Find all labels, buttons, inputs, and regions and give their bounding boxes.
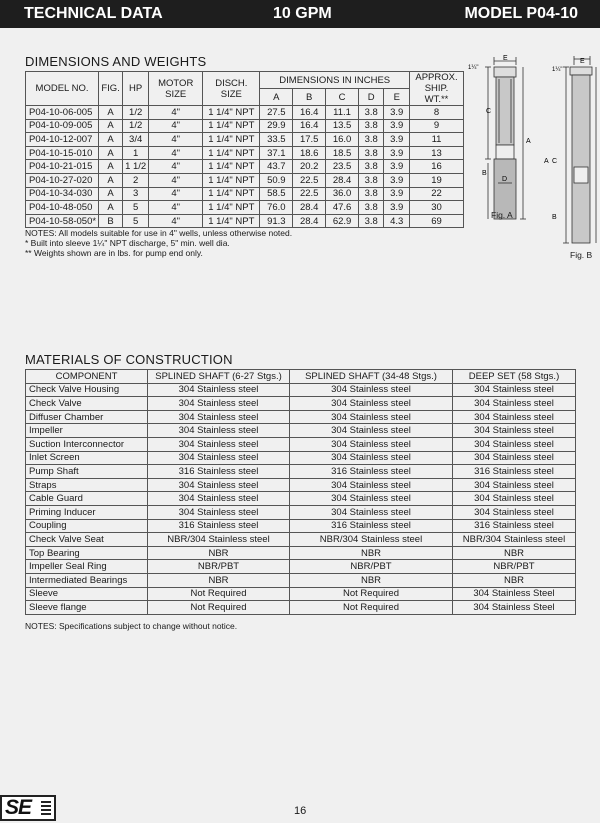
table-cell: A [99, 106, 123, 120]
table-cell: Impeller [26, 424, 148, 438]
table-cell: 3.8 [359, 160, 384, 174]
table-cell: 316 Stainless steel [453, 519, 576, 533]
table-cell: Priming Inducer [26, 505, 148, 519]
table-cell: P04-10-15-010 [26, 146, 99, 160]
table-cell: NBR/304 Stainless steel [148, 533, 290, 547]
fig-a-letter: E [503, 55, 508, 62]
table-cell: 58.5 [260, 187, 293, 201]
col-c: C [326, 89, 359, 106]
table-row [26, 133, 464, 147]
table-cell: 3.9 [384, 173, 410, 187]
table-row [26, 560, 576, 574]
table-row [26, 201, 464, 215]
note-line: ** Weights shown are in lbs. for pump end only. [25, 248, 203, 258]
table-cell: 3/4 [123, 133, 149, 147]
fig-b-letter: B [552, 214, 557, 221]
table-row [26, 546, 576, 560]
table-cell: 304 Stainless steel [148, 424, 290, 438]
table-cell: NBR/PBT [148, 560, 290, 574]
table-cell: 3.8 [359, 173, 384, 187]
table-cell: 76.0 [260, 201, 293, 215]
table-cell: P04-10-34-030 [26, 187, 99, 201]
table-cell: Inlet Screen [26, 451, 148, 465]
fig-b-letter: C [552, 158, 558, 165]
table-cell: Not Required [290, 601, 453, 615]
table-cell: 304 Stainless steel [148, 383, 290, 397]
table-cell: 13.5 [326, 119, 359, 133]
table-cell: A [99, 187, 123, 201]
table-cell: P04-10-12-007 [26, 133, 99, 147]
table-cell: 43.7 [260, 160, 293, 174]
table-cell: 5 [123, 201, 149, 215]
table-cell: 3.8 [359, 201, 384, 215]
table-cell: 22 [410, 187, 464, 201]
table-row [26, 173, 464, 187]
table-cell: 11.1 [326, 106, 359, 120]
table-row [26, 187, 464, 201]
table-cell: P04-10-48-050 [26, 201, 99, 215]
table-cell: 16.4 [293, 119, 326, 133]
table-cell: 4" [149, 173, 203, 187]
table-cell: 37.1 [260, 146, 293, 160]
table-cell: 19 [410, 173, 464, 187]
table-cell: 3.8 [359, 106, 384, 120]
table-cell: 316 Stainless steel [290, 465, 453, 479]
table-cell: 20.2 [293, 160, 326, 174]
table-cell: 1 1/4" NPT [203, 133, 260, 147]
table-cell: 304 Stainless steel [453, 492, 576, 506]
table-cell: 304 Stainless steel [453, 478, 576, 492]
table-cell: 3.8 [359, 146, 384, 160]
table-cell: 304 Stainless steel [453, 397, 576, 411]
table-cell: 304 Stainless steel [290, 397, 453, 411]
table-cell: Check Valve Seat [26, 533, 148, 547]
table-cell: 304 Stainless steel [453, 451, 576, 465]
table-cell: 304 Stainless steel [290, 492, 453, 506]
logo-text: SE [5, 796, 32, 819]
table-cell: 4.3 [384, 214, 410, 228]
table-cell: 304 Stainless steel [148, 437, 290, 451]
table-row [26, 119, 464, 133]
table-cell: 304 Stainless steel [148, 410, 290, 424]
table-cell: 29.9 [260, 119, 293, 133]
col-component: COMPONENT [26, 370, 148, 384]
table-cell: 304 Stainless Steel [453, 601, 576, 615]
fig-a-letter: A [526, 138, 531, 145]
table-cell: NBR [290, 573, 453, 587]
table-cell: 4" [149, 201, 203, 215]
table-cell: 304 Stainless steel [148, 505, 290, 519]
table-cell: 27.5 [260, 106, 293, 120]
col-dims: DIMENSIONS IN INCHES [260, 72, 410, 89]
table-cell: Intermediated Bearings [26, 573, 148, 587]
table-row [26, 160, 464, 174]
table-cell: 1/2 [123, 106, 149, 120]
table-cell: 11 [410, 133, 464, 147]
table-cell: 1 1/4" NPT [203, 201, 260, 215]
table-cell: 1/2 [123, 119, 149, 133]
table-cell: 16 [410, 160, 464, 174]
table-cell: Impeller Seal Ring [26, 560, 148, 574]
table-cell: 28.4 [293, 201, 326, 215]
materials-table [25, 369, 576, 615]
table-row [26, 106, 464, 120]
table-cell: 4" [149, 119, 203, 133]
header-flow-rate: 10 GPM [273, 5, 332, 22]
table-cell: 62.9 [326, 214, 359, 228]
table-cell: 304 Stainless steel [453, 410, 576, 424]
table-cell: 47.6 [326, 201, 359, 215]
table-cell: Sleeve [26, 587, 148, 601]
table-cell: Not Required [148, 601, 290, 615]
table-cell: 36.0 [326, 187, 359, 201]
table-cell: 18.5 [326, 146, 359, 160]
table-cell: 304 Stainless steel [290, 451, 453, 465]
fig-b-letter: A [544, 158, 549, 165]
table-cell: 304 Stainless steel [148, 451, 290, 465]
dimensions-notes [25, 228, 292, 258]
table-row [26, 465, 576, 479]
table-row [26, 451, 576, 465]
table-cell: 3 [123, 187, 149, 201]
table-cell: 3.9 [384, 119, 410, 133]
table-cell: 304 Stainless steel [148, 492, 290, 506]
table-cell: A [99, 133, 123, 147]
header-title: TECHNICAL DATA [24, 5, 163, 22]
table-cell: 304 Stainless steel [453, 505, 576, 519]
table-cell: 4" [149, 146, 203, 160]
table-cell: NBR [290, 546, 453, 560]
table-cell: 18.6 [293, 146, 326, 160]
table-cell: Suction Interconnector [26, 437, 148, 451]
table-row [26, 424, 576, 438]
table-cell: 16.4 [293, 106, 326, 120]
table-cell: P04-10-58-050* [26, 214, 99, 228]
table-row [26, 478, 576, 492]
table-cell: Straps [26, 478, 148, 492]
table-cell: 1 1/2 [123, 160, 149, 174]
pump-diagram-fig-b [538, 55, 598, 255]
fig-a-letter: D [502, 176, 508, 183]
table-cell: 4" [149, 106, 203, 120]
table-cell: 3.9 [384, 133, 410, 147]
table-cell: 304 Stainless steel [453, 437, 576, 451]
table-cell: NBR/PBT [453, 560, 576, 574]
table-cell: 304 Stainless Steel [453, 587, 576, 601]
table-cell: 304 Stainless steel [290, 410, 453, 424]
fig-a-size: 1¼" [468, 65, 479, 71]
col-motor: MOTOR SIZE [149, 72, 203, 106]
table-cell: P04-10-09-005 [26, 119, 99, 133]
table-cell: 3.8 [359, 119, 384, 133]
table-cell: A [99, 119, 123, 133]
table-cell: 304 Stainless steel [290, 478, 453, 492]
table-cell: NBR/304 Stainless steel [453, 533, 576, 547]
table-cell: 316 Stainless steel [290, 519, 453, 533]
table-row [26, 383, 576, 397]
table-cell: 1 1/4" NPT [203, 160, 260, 174]
header-model: MODEL P04-10 [464, 5, 578, 22]
table-cell: 91.3 [260, 214, 293, 228]
table-cell: 3.8 [359, 187, 384, 201]
table-row [26, 533, 576, 547]
table-cell: 316 Stainless steel [148, 519, 290, 533]
fig-a-label: Fig. A [491, 210, 513, 220]
table-cell: 2 [123, 173, 149, 187]
col-model: MODEL NO. [26, 72, 99, 106]
table-row [26, 601, 576, 615]
table-cell: 16.0 [326, 133, 359, 147]
table-cell: 304 Stainless steel [148, 478, 290, 492]
col-hp: HP [123, 72, 149, 106]
table-cell: 9 [410, 119, 464, 133]
note-line: * Built into sleeve 1¼" NPT discharge, 5" min. well dia. [25, 238, 230, 248]
table-cell: 3.8 [359, 214, 384, 228]
note-line: NOTES: All models suitable for use in 4" wells, unless otherwise noted. [25, 228, 293, 238]
materials-notes: NOTES: Specifications subject to change without notice. [25, 621, 238, 631]
table-row [26, 397, 576, 411]
col-splined-34-48: SPLINED SHAFT (34-48 Stgs.) [290, 370, 453, 384]
fig-b-label: Fig. B [570, 250, 593, 260]
table-row [26, 573, 576, 587]
table-cell: 23.5 [326, 160, 359, 174]
logo-bars-icon [41, 801, 51, 817]
table-cell: NBR [148, 573, 290, 587]
fig-b-letter: E [580, 58, 585, 65]
col-deep-set: DEEP SET (58 Stgs.) [453, 370, 576, 384]
materials-title: MATERIALS OF CONSTRUCTION [25, 352, 233, 367]
table-cell: 1 [123, 146, 149, 160]
table-cell: 4" [149, 214, 203, 228]
col-e: E [384, 89, 410, 106]
page-number: 16 [294, 805, 307, 817]
table-cell: 304 Stainless steel [290, 505, 453, 519]
table-cell: 304 Stainless steel [148, 397, 290, 411]
table-cell: 1 1/4" NPT [203, 214, 260, 228]
table-cell: 33.5 [260, 133, 293, 147]
table-row [26, 410, 576, 424]
table-cell: 1 1/4" NPT [203, 173, 260, 187]
table-cell: Diffuser Chamber [26, 410, 148, 424]
fig-a-letter: B [482, 170, 487, 177]
table-row [26, 519, 576, 533]
table-cell: 316 Stainless steel [453, 465, 576, 479]
table-cell: 28.4 [326, 173, 359, 187]
pump-diagram-fig-a [466, 55, 536, 230]
table-cell: 22.5 [293, 173, 326, 187]
table-cell: 3.9 [384, 106, 410, 120]
table-cell: Sleeve flange [26, 601, 148, 615]
dimensions-title: DIMENSIONS AND WEIGHTS [25, 54, 207, 69]
table-cell: NBR [453, 546, 576, 560]
table-cell: 13 [410, 146, 464, 160]
col-d: D [359, 89, 384, 106]
table-cell: A [99, 201, 123, 215]
table-cell: B [99, 214, 123, 228]
table-cell: Top Bearing [26, 546, 148, 560]
header-bar [0, 0, 600, 28]
table-cell: NBR/PBT [290, 560, 453, 574]
table-cell: 3.8 [359, 133, 384, 147]
table-cell: 50.9 [260, 173, 293, 187]
table-cell: 1 1/4" NPT [203, 106, 260, 120]
table-cell: Not Required [290, 587, 453, 601]
table-row [26, 214, 464, 228]
table-row [26, 587, 576, 601]
table-cell: Coupling [26, 519, 148, 533]
table-cell: 304 Stainless steel [290, 424, 453, 438]
table-cell: Cable Guard [26, 492, 148, 506]
table-cell: A [99, 173, 123, 187]
table-cell: 4" [149, 160, 203, 174]
table-cell: Check Valve Housing [26, 383, 148, 397]
table-cell: 1 1/4" NPT [203, 187, 260, 201]
table-cell: 3.9 [384, 160, 410, 174]
table-cell: 28.4 [293, 214, 326, 228]
table-cell: 8 [410, 106, 464, 120]
table-row [26, 146, 464, 160]
company-logo [0, 795, 56, 821]
table-row [26, 492, 576, 506]
table-cell: A [99, 146, 123, 160]
table-cell: 3.9 [384, 201, 410, 215]
table-cell: 304 Stainless steel [290, 437, 453, 451]
table-cell: 316 Stainless steel [148, 465, 290, 479]
fig-a-letter: C [486, 108, 492, 115]
table-cell: 3.9 [384, 146, 410, 160]
fig-b-size: 1¼" [552, 67, 563, 73]
col-a: A [260, 89, 293, 106]
table-cell: P04-10-27-020 [26, 173, 99, 187]
table-cell: Check Valve [26, 397, 148, 411]
table-cell: 5 [123, 214, 149, 228]
col-splined-6-27: SPLINED SHAFT (6-27 Stgs.) [148, 370, 290, 384]
table-cell: Not Required [148, 587, 290, 601]
col-fig: FIG. [99, 72, 123, 106]
table-row [26, 505, 576, 519]
table-cell: NBR/304 Stainless steel [290, 533, 453, 547]
table-cell: 30 [410, 201, 464, 215]
col-b: B [293, 89, 326, 106]
table-cell: P04-10-21-015 [26, 160, 99, 174]
table-row [26, 437, 576, 451]
col-disch: DISCH. SIZE [203, 72, 260, 106]
table-cell: 304 Stainless steel [453, 424, 576, 438]
table-cell: 304 Stainless steel [453, 383, 576, 397]
table-cell: NBR [148, 546, 290, 560]
table-cell: P04-10-06-005 [26, 106, 99, 120]
table-cell: 3.9 [384, 187, 410, 201]
table-cell: NBR [453, 573, 576, 587]
table-cell: Pump Shaft [26, 465, 148, 479]
table-cell: 4" [149, 133, 203, 147]
table-cell: A [99, 160, 123, 174]
table-cell: 17.5 [293, 133, 326, 147]
table-cell: 304 Stainless steel [290, 383, 453, 397]
table-cell: 69 [410, 214, 464, 228]
table-cell: 1 1/4" NPT [203, 119, 260, 133]
dimensions-table [25, 71, 464, 228]
table-cell: 22.5 [293, 187, 326, 201]
col-weight: APPROX. SHIP. WT.** [410, 72, 464, 106]
table-cell: 4" [149, 187, 203, 201]
table-cell: 1 1/4" NPT [203, 146, 260, 160]
